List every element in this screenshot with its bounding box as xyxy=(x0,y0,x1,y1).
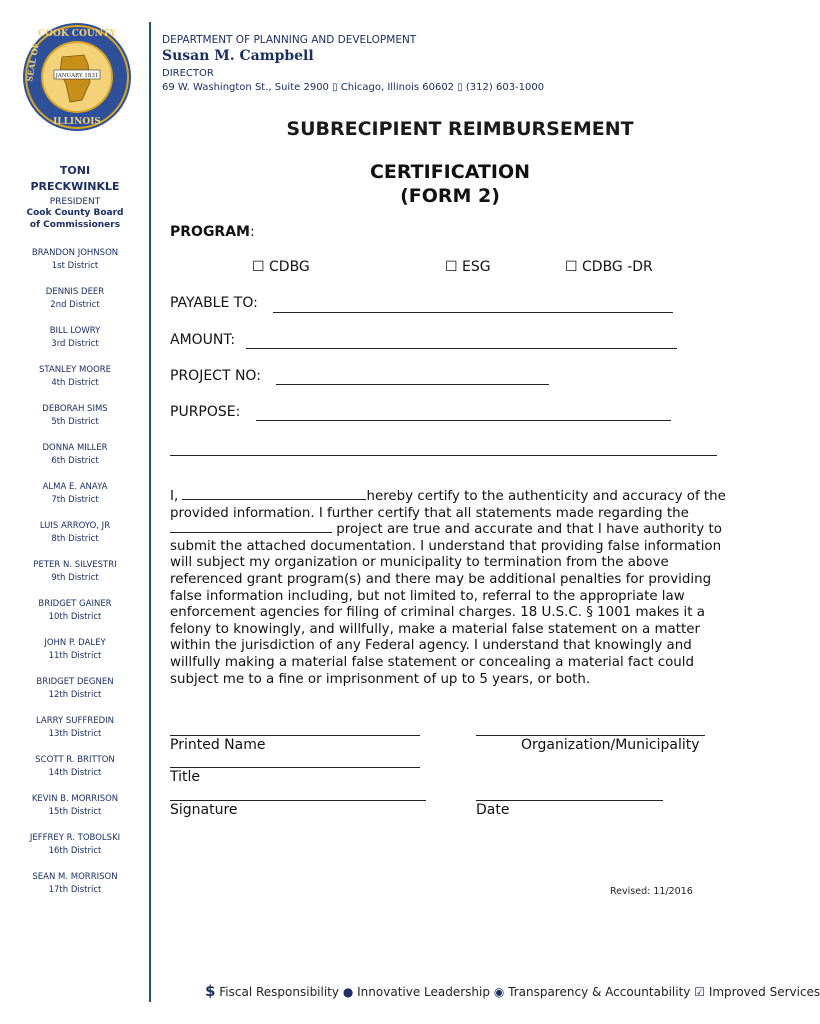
footer-innovative: Innovative Leadership xyxy=(357,985,490,999)
commissioner-district: 9th District xyxy=(51,572,99,583)
option-cdbg[interactable] xyxy=(252,259,310,275)
commissioner-district: 3rd District xyxy=(51,338,99,349)
commissioner-district: 1st District xyxy=(51,260,99,271)
commissioner-entry xyxy=(0,520,150,545)
program-colon: : xyxy=(249,224,255,240)
commissioner-district: 16th District xyxy=(48,845,102,856)
option-cdbg-dr-label: CDBG -DR xyxy=(582,259,653,275)
commissioner-name: DEBORAH SIMS xyxy=(42,404,108,414)
commissioner-name: ALMA E. ANAYA xyxy=(42,482,108,492)
commissioner-entry xyxy=(0,871,150,896)
commissioner-entry xyxy=(0,754,150,779)
svg-text:ILLINOIS: ILLINOIS xyxy=(53,117,101,127)
commissioner-district: 8th District xyxy=(51,533,99,544)
commissioner-name: SCOTT R. BRITTON xyxy=(35,755,115,765)
option-esg[interactable] xyxy=(445,259,491,275)
commissioner-entry xyxy=(0,325,150,350)
commissioner-district: 15th District xyxy=(48,806,102,817)
purpose-field-line2[interactable] xyxy=(170,455,717,456)
date-line[interactable] xyxy=(476,800,663,801)
commissioner-entry xyxy=(0,637,150,662)
commissioner-entry xyxy=(0,598,150,623)
purpose-label: PURPOSE: xyxy=(170,404,241,420)
board-sidebar xyxy=(0,163,150,896)
commissioner-district: 17th District xyxy=(48,884,102,895)
form-title-block xyxy=(170,160,730,208)
signature-line[interactable] xyxy=(170,800,426,801)
form-title-line2: CERTIFICATION xyxy=(369,161,531,183)
board-name-line2: of Commissioners xyxy=(29,220,121,230)
amount-label: AMOUNT: xyxy=(170,332,236,348)
form-title-line1: SUBRECIPIENT REIMBURSEMENT xyxy=(286,118,634,140)
project-no-field[interactable] xyxy=(276,384,549,385)
president-last-name: PRECKWINKLE xyxy=(30,180,120,193)
commissioner-name: SEAN M. MORRISON xyxy=(32,872,118,882)
department-address: 69 W. Washington St., Suite 2900 ▯ Chicago, Illinois 60602 ▯ (312) 603-1000 xyxy=(162,82,545,93)
checklist-icon: ☑ xyxy=(694,985,705,999)
signature-label: Signature xyxy=(170,802,238,818)
department-name: DEPARTMENT OF PLANNING AND DEVELOPMENT xyxy=(162,34,417,46)
project-name-field[interactable] xyxy=(170,532,332,533)
commissioner-district: 10th District xyxy=(48,611,102,622)
commissioner-entry xyxy=(0,715,150,740)
commissioner-list xyxy=(0,247,150,896)
commissioner-name: BRIDGET GAINER xyxy=(38,599,112,609)
commissioner-name: JEFFREY R. TOBOLSKI xyxy=(29,833,121,843)
commissioner-district: 5th District xyxy=(51,416,99,427)
checkbox-icon[interactable]: ☐ xyxy=(565,259,578,275)
commissioner-entry xyxy=(0,559,150,584)
commissioner-entry xyxy=(0,247,150,272)
payable-to-label: PAYABLE TO: xyxy=(170,295,258,311)
commissioner-entry xyxy=(0,403,150,428)
cert-part2: project are true and accurate and that I have authority to submit the attached documentation. I understand that providing false information will subject my organization or municipality to termination from the above referenced grant program(s) and there may be additional penalties for providing false information including, but not limited to, referral to the appropriate law enforcement agencies for filing of criminal charges. 18 U.S.C. § 1001 makes it a felony to knowingly, and willfully, make a material false statement on a matter within the jurisdiction of any Federal agency. I understand that knowingly and willfully making a material false statement or concealing a material fact could subject me to a fine or imprisonment of up to 5 years, or both. xyxy=(170,522,722,687)
commissioner-name: LARRY SUFFREDIN xyxy=(36,716,114,726)
cert-i: I, xyxy=(170,489,179,504)
svg-text:JANUARY 1831: JANUARY 1831 xyxy=(55,73,99,79)
program-label-row xyxy=(170,224,255,240)
form-title-line3: (FORM 2) xyxy=(400,185,500,207)
certification-text xyxy=(170,489,730,688)
option-cdbg-dr[interactable] xyxy=(565,259,653,275)
commissioner-entry xyxy=(0,793,150,818)
president-role: PRESIDENT xyxy=(49,197,101,207)
commissioner-entry xyxy=(0,442,150,467)
option-cdbg-label: CDBG xyxy=(269,259,310,275)
commissioner-name: DENNIS DEER xyxy=(45,287,105,297)
footer-transparency: Transparency & Accountability xyxy=(508,985,691,999)
commissioner-name: LUIS ARROYO, JR xyxy=(39,521,111,531)
director-title: DIRECTOR xyxy=(162,68,214,79)
option-esg-label: ESG xyxy=(462,259,491,275)
date-label: Date xyxy=(476,802,510,818)
title-line[interactable] xyxy=(170,767,420,768)
footer-fiscal: Fiscal Responsibility xyxy=(219,985,339,999)
commissioner-name: DONNA MILLER xyxy=(42,443,108,453)
checkbox-icon[interactable]: ☐ xyxy=(445,259,458,275)
commissioner-district: 7th District xyxy=(51,494,99,505)
dollar-icon: $ xyxy=(205,982,216,1000)
lightbulb-icon: ● xyxy=(342,985,354,999)
commissioner-district: 6th District xyxy=(51,455,99,466)
commissioner-entry xyxy=(0,364,150,389)
commissioner-district: 14th District xyxy=(48,767,102,778)
certifier-name-field[interactable] xyxy=(182,499,366,500)
globe-icon: ◉ xyxy=(493,985,505,999)
revised-date: Revised: 11/2016 xyxy=(610,886,693,897)
organization-line[interactable] xyxy=(476,735,705,736)
commissioner-name: JOHN P. DALEY xyxy=(44,638,106,648)
checkbox-icon[interactable]: ☐ xyxy=(252,259,265,275)
commissioner-entry xyxy=(0,481,150,506)
county-seal-logo xyxy=(22,22,132,132)
footer-services: Improved Services xyxy=(708,985,820,999)
board-name-line1: Cook County Board xyxy=(26,208,124,218)
commissioner-district: 4th District xyxy=(51,377,99,388)
title-label: Title xyxy=(170,769,201,785)
commissioner-name: PETER N. SILVESTRI xyxy=(33,560,117,570)
project-no-label: PROJECT NO: xyxy=(170,368,261,384)
purpose-field[interactable] xyxy=(256,420,671,421)
commissioner-entry xyxy=(0,286,150,311)
director-name: Susan M. Campbell xyxy=(162,48,314,64)
commissioner-district: 11th District xyxy=(48,650,102,661)
svg-text:COOK COUNTY: COOK COUNTY xyxy=(38,29,116,39)
organization-label: Organization/Municipality xyxy=(521,737,700,753)
commissioner-name: BRIDGET DEGNEN xyxy=(36,677,114,687)
footer-values xyxy=(205,982,820,1000)
printed-name-line[interactable] xyxy=(170,735,420,736)
commissioner-district: 2nd District xyxy=(50,299,100,310)
commissioner-name: KEVIN B. MORRISON xyxy=(31,794,119,804)
president-first-name: TONI xyxy=(59,164,91,177)
commissioner-entry xyxy=(0,832,150,857)
printed-name-label: Printed Name xyxy=(170,737,266,753)
cert-part1: hereby certify to the authenticity and accuracy of the provided information. I further certify that all statements made regarding the xyxy=(170,489,726,521)
commissioner-name: STANLEY MOORE xyxy=(38,365,112,375)
svg-text:SEAL OF: SEAL OF xyxy=(24,42,41,83)
commissioner-entry xyxy=(0,676,150,701)
commissioner-name: BILL LOWRY xyxy=(49,326,101,336)
commissioner-name: BRANDON JOHNSON xyxy=(31,248,119,258)
commissioner-district: 12th District xyxy=(48,689,102,700)
program-label: PROGRAM xyxy=(170,224,250,240)
amount-field[interactable] xyxy=(246,348,677,349)
commissioner-district: 13th District xyxy=(48,728,102,739)
payable-to-field[interactable] xyxy=(273,312,673,313)
